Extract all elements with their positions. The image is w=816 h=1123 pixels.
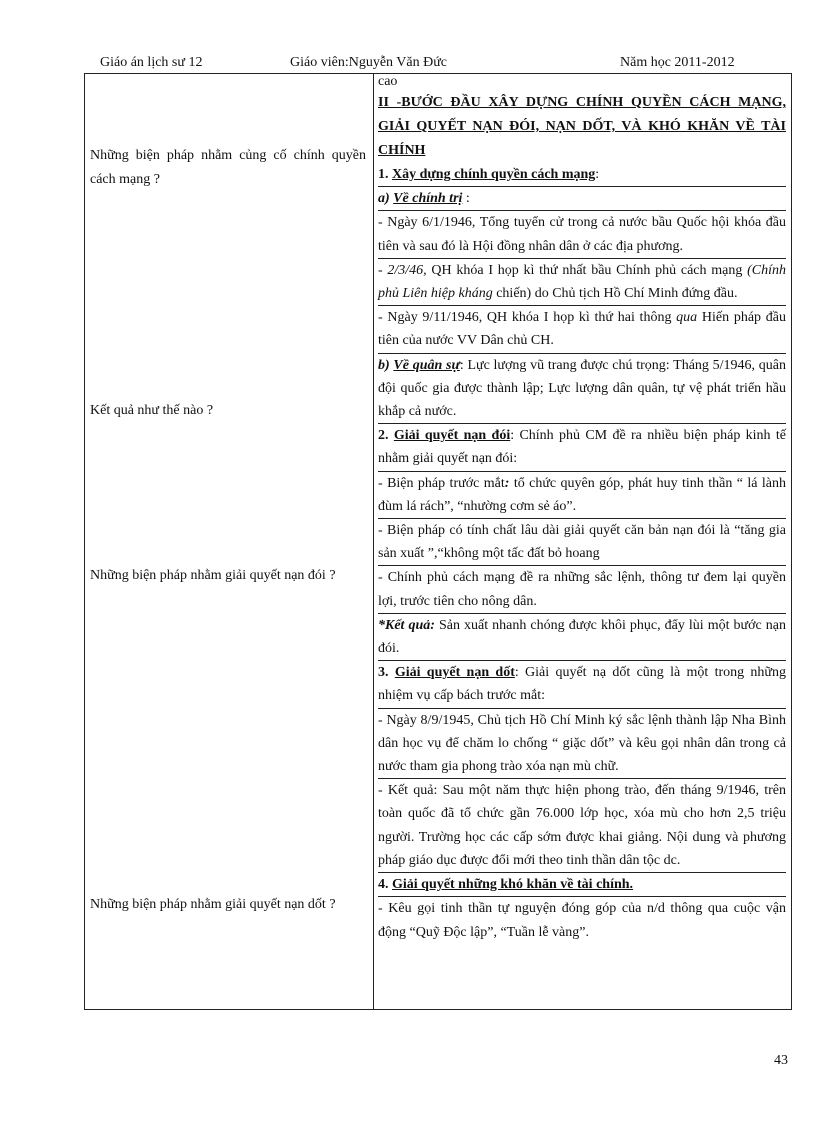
p4-text: - Biện pháp trước mắt <box>378 475 505 491</box>
header-teacher: Giáo viên:Nguyễn Văn Đức <box>290 55 448 70</box>
heading-3-text: : Giải quyết nạ dốt cũng là một trong những nhiệm vụ cấp bách trước mắt: <box>378 665 787 704</box>
heading-2-title: Giải quyết nạn đói <box>393 428 511 444</box>
heading-4 <box>378 873 786 897</box>
p3-text: - Ngày 9/11/1946, QH khóa I họp kì thứ hai thông <box>378 310 677 326</box>
heading-3 <box>378 661 786 708</box>
question-4: Những biện pháp nhằm giải quyết nạn dốt ? <box>90 897 336 912</box>
page-header <box>84 55 792 73</box>
p2-end: chiến) do Chủ tịch Hồ Chí Minh đứng đầu. <box>492 286 738 302</box>
paragraph-4 <box>378 472 786 519</box>
column-divider <box>373 73 374 1010</box>
heading-1-tail: : <box>595 167 600 182</box>
subheading-a-label: a) <box>378 191 394 207</box>
subheading-a-title: Về chính trị <box>393 191 463 207</box>
p3-italic: qua <box>676 310 698 326</box>
p4-colon: : <box>504 475 510 491</box>
page-number: 43 <box>774 1053 788 1068</box>
subheading-a <box>378 187 786 211</box>
p2-text: QH khóa I họp kì thứ nhất bầu Chính phủ cách mạng <box>426 262 748 278</box>
question-2: Kết quả như thế nào ? <box>90 403 214 418</box>
section-2-heading: BƯỚC ĐẦU XÂY DỰNG CHÍNH QUYỀN CÁCH MẠNG, GIẢI QUYẾT NẠN ĐÓI, NẠN DỐT, VÀ KHÓ KHĂN VỀ TÀI CHÍNH <box>378 95 786 158</box>
question-1: Những biện pháp nhằm củng cố chính quyền cách mạng ? <box>90 148 366 187</box>
section-2-prefix: II - <box>378 95 402 110</box>
p2-date: 2/3/46, <box>387 262 427 278</box>
paragraph-2 <box>378 259 786 306</box>
continued-word: cao <box>378 74 398 89</box>
subheading-b-title: Về quân sự <box>393 357 460 373</box>
paragraph-1: - Ngày 6/1/1946, Tổng tuyển cử trong cả nước bầu Quốc hội khóa đầu tiên và sau đó là Hội đồng nhân dân ở các địa phương. <box>378 211 786 258</box>
paragraph-9: - Kêu gọi tinh thần tự nguyện đóng góp của n/d thông qua cuộc vận động “Quỹ Độc lập”, “Tuần lễ vàng”. <box>378 901 786 940</box>
heading-1 <box>378 163 786 187</box>
heading-3-number: 3. <box>378 665 395 681</box>
result-text: Sản xuất nhanh chóng được khôi phục, đẩy lùi một bước nạn đói. <box>378 617 787 657</box>
result-paragraph <box>378 614 786 661</box>
paragraph-6: - Chính phủ cách mạng đề ra những sắc lệnh, thông tư đem lại quyền lợi, trước tiên cho nông dân. <box>378 566 786 613</box>
paragraph-5: - Biện pháp có tính chất lâu dài giải quyết căn bản nạn đói là “tăng gia sản xuất ”,“không một tấc đất bỏ hoang <box>378 519 786 566</box>
p2-italic: (Chính phủ Liên hiệp kháng <box>378 262 786 302</box>
header-subject: Giáo án lịch sư 12 <box>100 55 203 70</box>
result-label: *Kết quả: <box>378 617 435 633</box>
subheading-b-label: b) <box>378 357 394 373</box>
header-school-year: Năm học 2011-2012 <box>620 55 735 70</box>
subheading-b-text: : Lực lượng vũ trang được chú trọng: Tháng 5/1946, quân đội quốc gia được thành lập; Lực lượng dân quân, tự vệ phát triển hầu khắp cả nước. <box>378 357 786 420</box>
question-3: Những biện pháp nhằm giải quyết nạn đói ? <box>90 568 336 583</box>
subheading-b <box>378 354 786 425</box>
p2-dash: - <box>378 262 388 278</box>
p4-end: tổ chức quyên góp, phát huy tinh thần “ lá lành đùm lá rách”, “nhường cơm sẻ áo”. <box>378 475 786 514</box>
p3-end: Hiến pháp đầu tiên của nước VV Dân chủ CH. <box>378 310 786 349</box>
section-2-title <box>378 91 786 163</box>
heading-2-number: 2. <box>378 428 394 444</box>
heading-1-title: Xây dựng chính quyền cách mạng <box>392 167 596 182</box>
heading-3-title: Giải quyết nạn dốt <box>394 665 515 681</box>
subheading-a-tail: : <box>462 191 470 207</box>
paragraph-7: - Ngày 8/9/1945, Chủ tịch Hồ Chí Minh ký sắc lệnh thành lập Nha Bình dân học vụ để chăm lo chống “ giặc dốt” và kêu gọi nhân dân trong cả nước tham gia phong trào xóa nạn mù chữ. <box>378 709 786 780</box>
content-column <box>378 73 786 944</box>
heading-2-text: : Chính phủ CM đề ra nhiều biện pháp kinh tế nhằm giải quyết nạn đói: <box>378 428 786 467</box>
heading-4-number: 4. <box>378 877 392 893</box>
heading-4-title: Giải quyết những khó khăn về tài chính. <box>392 877 634 893</box>
heading-1-number: 1. <box>378 167 392 182</box>
paragraph-8: - Kết quả: Sau một năm thực hiện phong trào, đến tháng 9/1946, trên toàn quốc đã tổ chức gần 76.000 lớp học, xóa mù cho hơn 2,5 triệu người. Trường học các cấp sớm được khai giảng. Nội dung và phương pháp giáo dục được đổi mới theo tinh thần dân tộc dc. <box>378 779 786 873</box>
heading-2 <box>378 424 786 471</box>
paragraph-3 <box>378 306 786 353</box>
